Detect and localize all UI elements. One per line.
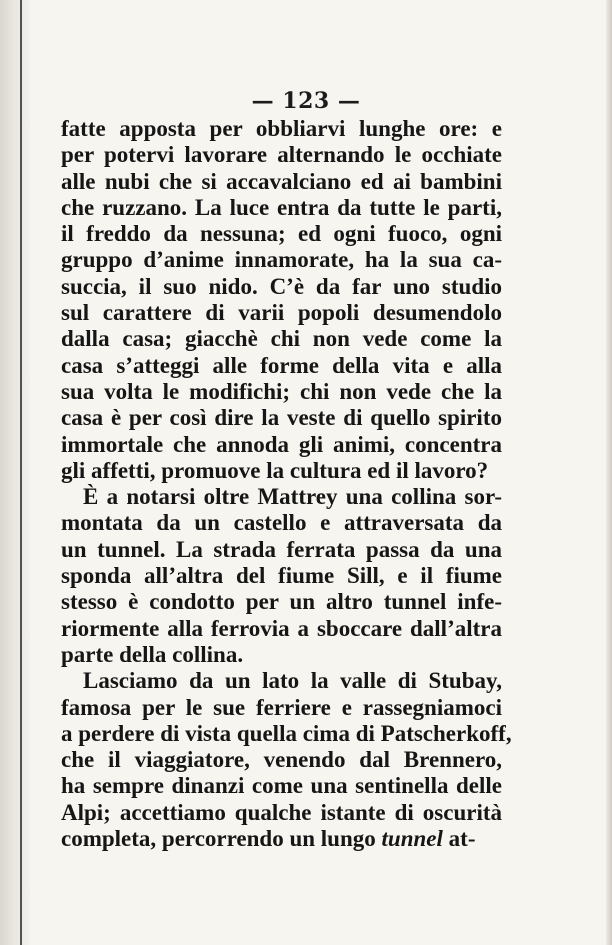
text-line: È a notarsi oltre Mattrey una collina sor-	[83, 484, 502, 510]
text-line: famosa per le sue ferriere e rassegniamoci	[61, 694, 502, 720]
text-line: il freddo da nessuna; ed ogni fuoco, ogni	[61, 221, 502, 247]
page-number: — 123 —	[251, 88, 361, 114]
text-line: riormente alla ferrovia a sboccare dall’altra	[61, 615, 502, 641]
body-text	[61, 116, 512, 852]
text-line: gruppo d’anime innamorate, ha la sua ca-	[61, 247, 502, 273]
text-line: sponda all’altra del fiume Sill, e il fiume	[61, 563, 502, 589]
text-line: sua volta le modifichi; chi non vede che la	[61, 378, 502, 404]
text-line: completa, percorrendo un lungo tunnel at-	[61, 826, 476, 852]
text-line: Lasciamo da un lato la valle di Stubay,	[83, 668, 502, 694]
page-binding-edge	[0, 0, 30, 945]
text-line: per potervi lavorare alternando le occhiate	[61, 142, 502, 168]
text-line: un tunnel. La strada ferrata passa da una	[61, 536, 502, 562]
text-line: che ruzzano. La luce entra da tutte le parti,	[61, 194, 502, 220]
text-line: casa è per così dire la veste di quello spirito	[61, 405, 502, 431]
text-line: immortale che annoda gli animi, concentra	[61, 431, 502, 457]
italic-word: tunnel	[381, 826, 443, 852]
text-line: gli affetti, promuove la cultura ed il lavoro?	[61, 457, 489, 483]
text-line: sul carattere di varii popoli desumendolo	[61, 300, 502, 326]
text-line: succia, il suo nido. C’è da far uno studio	[61, 273, 502, 299]
text-line: parte della collina.	[61, 641, 244, 667]
text-line: che il viaggiatore, venendo dal Brennero,	[61, 747, 502, 773]
page-right-edge	[606, 0, 612, 945]
text-line: casa s’atteggi alle forme della vita e alla	[61, 352, 502, 378]
text-line: Alpi; accettiamo qualche istante di oscurità	[61, 799, 502, 825]
text-line: dalla casa; giacchè chi non vede come la	[61, 326, 502, 352]
text-line: ha sempre dinanzi come una sentinella delle	[61, 773, 502, 799]
text-line: a perdere di vista quella cima di Patscherkoff,	[61, 720, 512, 746]
text-line: stesso è condotto per un altro tunnel infe-	[61, 589, 502, 615]
text-line: montata da un castello e attraversata da	[61, 510, 502, 536]
text-line: fatte apposta per obbliarvi lunghe ore: e	[61, 116, 502, 141]
text-line: alle nubi che si accavalciano ed ai bambini	[61, 168, 502, 194]
